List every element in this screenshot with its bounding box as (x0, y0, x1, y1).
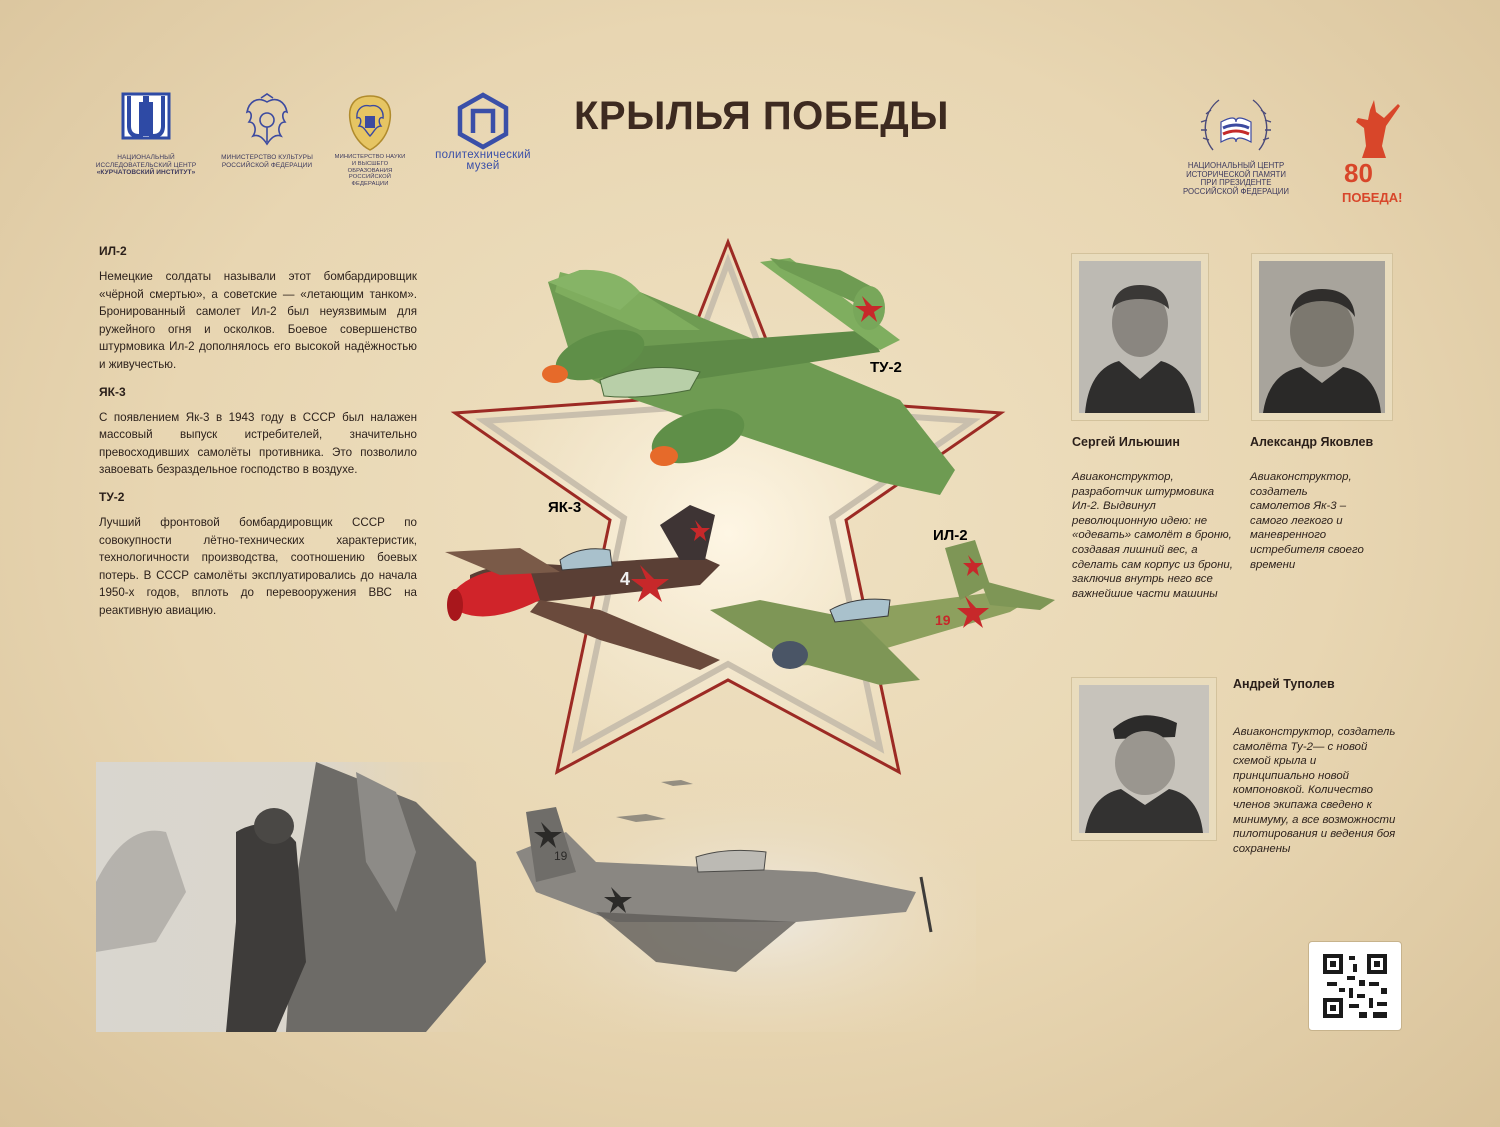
designer-description: Авиаконструктор, создатель самолетов Як-3 – самого легкого и маневренного истребителя своего времени (1250, 471, 1364, 571)
polytech-caption: политехнический музей (435, 149, 531, 172)
yakovlev-portrait (1252, 254, 1392, 420)
designer-name: Александр Яковлев (1250, 435, 1374, 449)
historic-photos (96, 762, 976, 1032)
minculture-caption: МИНИСТЕРСТВО КУЛЬТУРЫ РОССИЙСКОЙ ФЕДЕРАЦИИ (221, 154, 313, 169)
section-text: Немецкие солдаты называли этот бомбардировщик «чёрной смертью», а советские — «летающим танком». Бронированный самолет Ил-2 был неуязвимым для ружейного огня и осколков. Боевое совершенство штурмовика Ил-2 дополнялось его высокой надёжностью и живучестью. (99, 270, 417, 371)
qr-code[interactable] (1308, 941, 1402, 1031)
tupolev-photo (1079, 685, 1209, 833)
section-heading: ЯК-3 (99, 384, 126, 399)
minscience-caption: МИНИСТЕРСТВО НАУКИ И ВЫСШЕГО ОБРАЗОВАНИЯ РОССИЙСКОЙ ФЕДЕРАЦИИ (334, 154, 406, 188)
designer-description: Авиаконструктор, создатель самолёта Ту-2— с новой схемой крыла и принципиально новой компоновкой. Количество членов экипажа сведено к минимуму, а все возможности пилотирования и ведения боя сохранены (1233, 726, 1396, 855)
section-heading: ТУ-2 (99, 489, 125, 504)
section-heading: ИЛ-2 (99, 244, 127, 258)
section-text: С появлением Як-3 в 1943 году в СССР был налажен массовый выпуск истребителей, значительно превосходивших самолёты противника. Это позволило завоевать безраздельное господство в воздухе. (99, 410, 417, 477)
designer-description: Авиаконструктор, разработчик штурмовика Ил-2. Выдвинул революционную идею: не «одевать» самолёт в броню, создавая лишний вес, а сделать сам корпус из брони, заключив внутрь него все важнейшие части машины (1072, 471, 1233, 600)
designer-name: Андрей Туполев (1233, 677, 1335, 691)
yakovlev-photo (1259, 261, 1385, 413)
tu2-label: ТУ-2 (870, 359, 902, 376)
il2-label: ИЛ-2 (933, 527, 968, 544)
histmemory-caption: НАЦИОНАЛЬНЫЙ ЦЕНТР ИСТОРИЧЕСКОЙ ПАМЯТИ ПРИ ПРЕЗИДЕНТЕ РОССИЙСКОЙ ФЕДЕРАЦИИ (1183, 161, 1289, 196)
yak3-label: ЯК-3 (548, 499, 582, 516)
svg-text:80: 80 (1344, 158, 1373, 188)
red-star-outline (455, 242, 1001, 772)
yak3-number: 4 (620, 569, 631, 589)
designer-name: Сергей Ильюшин (1072, 435, 1180, 449)
section-text: Лучший фронтовой бомбардировщик СССР по совокупности лётно-технических характеристик, технологичности производства, соотношению боевых потерь. В СССР самолёты эксплуатировались до начала 1950-х годов, вплоть до перевооружения ВВС на реактивную авиацию. (99, 515, 417, 617)
ilyushin-photo (1079, 261, 1201, 413)
kurchatov-caption: НАЦИОНАЛЬНЫЙ ИССЛЕДОВАТЕЛЬСКИЙ ЦЕНТР «КУРЧАТОВСКИЙ ИНСТИТУТ» (95, 154, 197, 176)
page-title: КРЫЛЬЯ ПОБЕДЫ (574, 94, 949, 138)
photo-tail-number: 19 (554, 849, 568, 863)
mechanic-photo (96, 762, 496, 1032)
qr-code-icon (1309, 942, 1401, 1030)
tupolev-portrait (1072, 678, 1216, 840)
svg-text:ПОБЕДА!: ПОБЕДА! (1342, 190, 1403, 205)
il2-number: 19 (935, 612, 951, 628)
il2-flight-photo (496, 772, 976, 1032)
ilyushin-portrait (1072, 254, 1208, 420)
